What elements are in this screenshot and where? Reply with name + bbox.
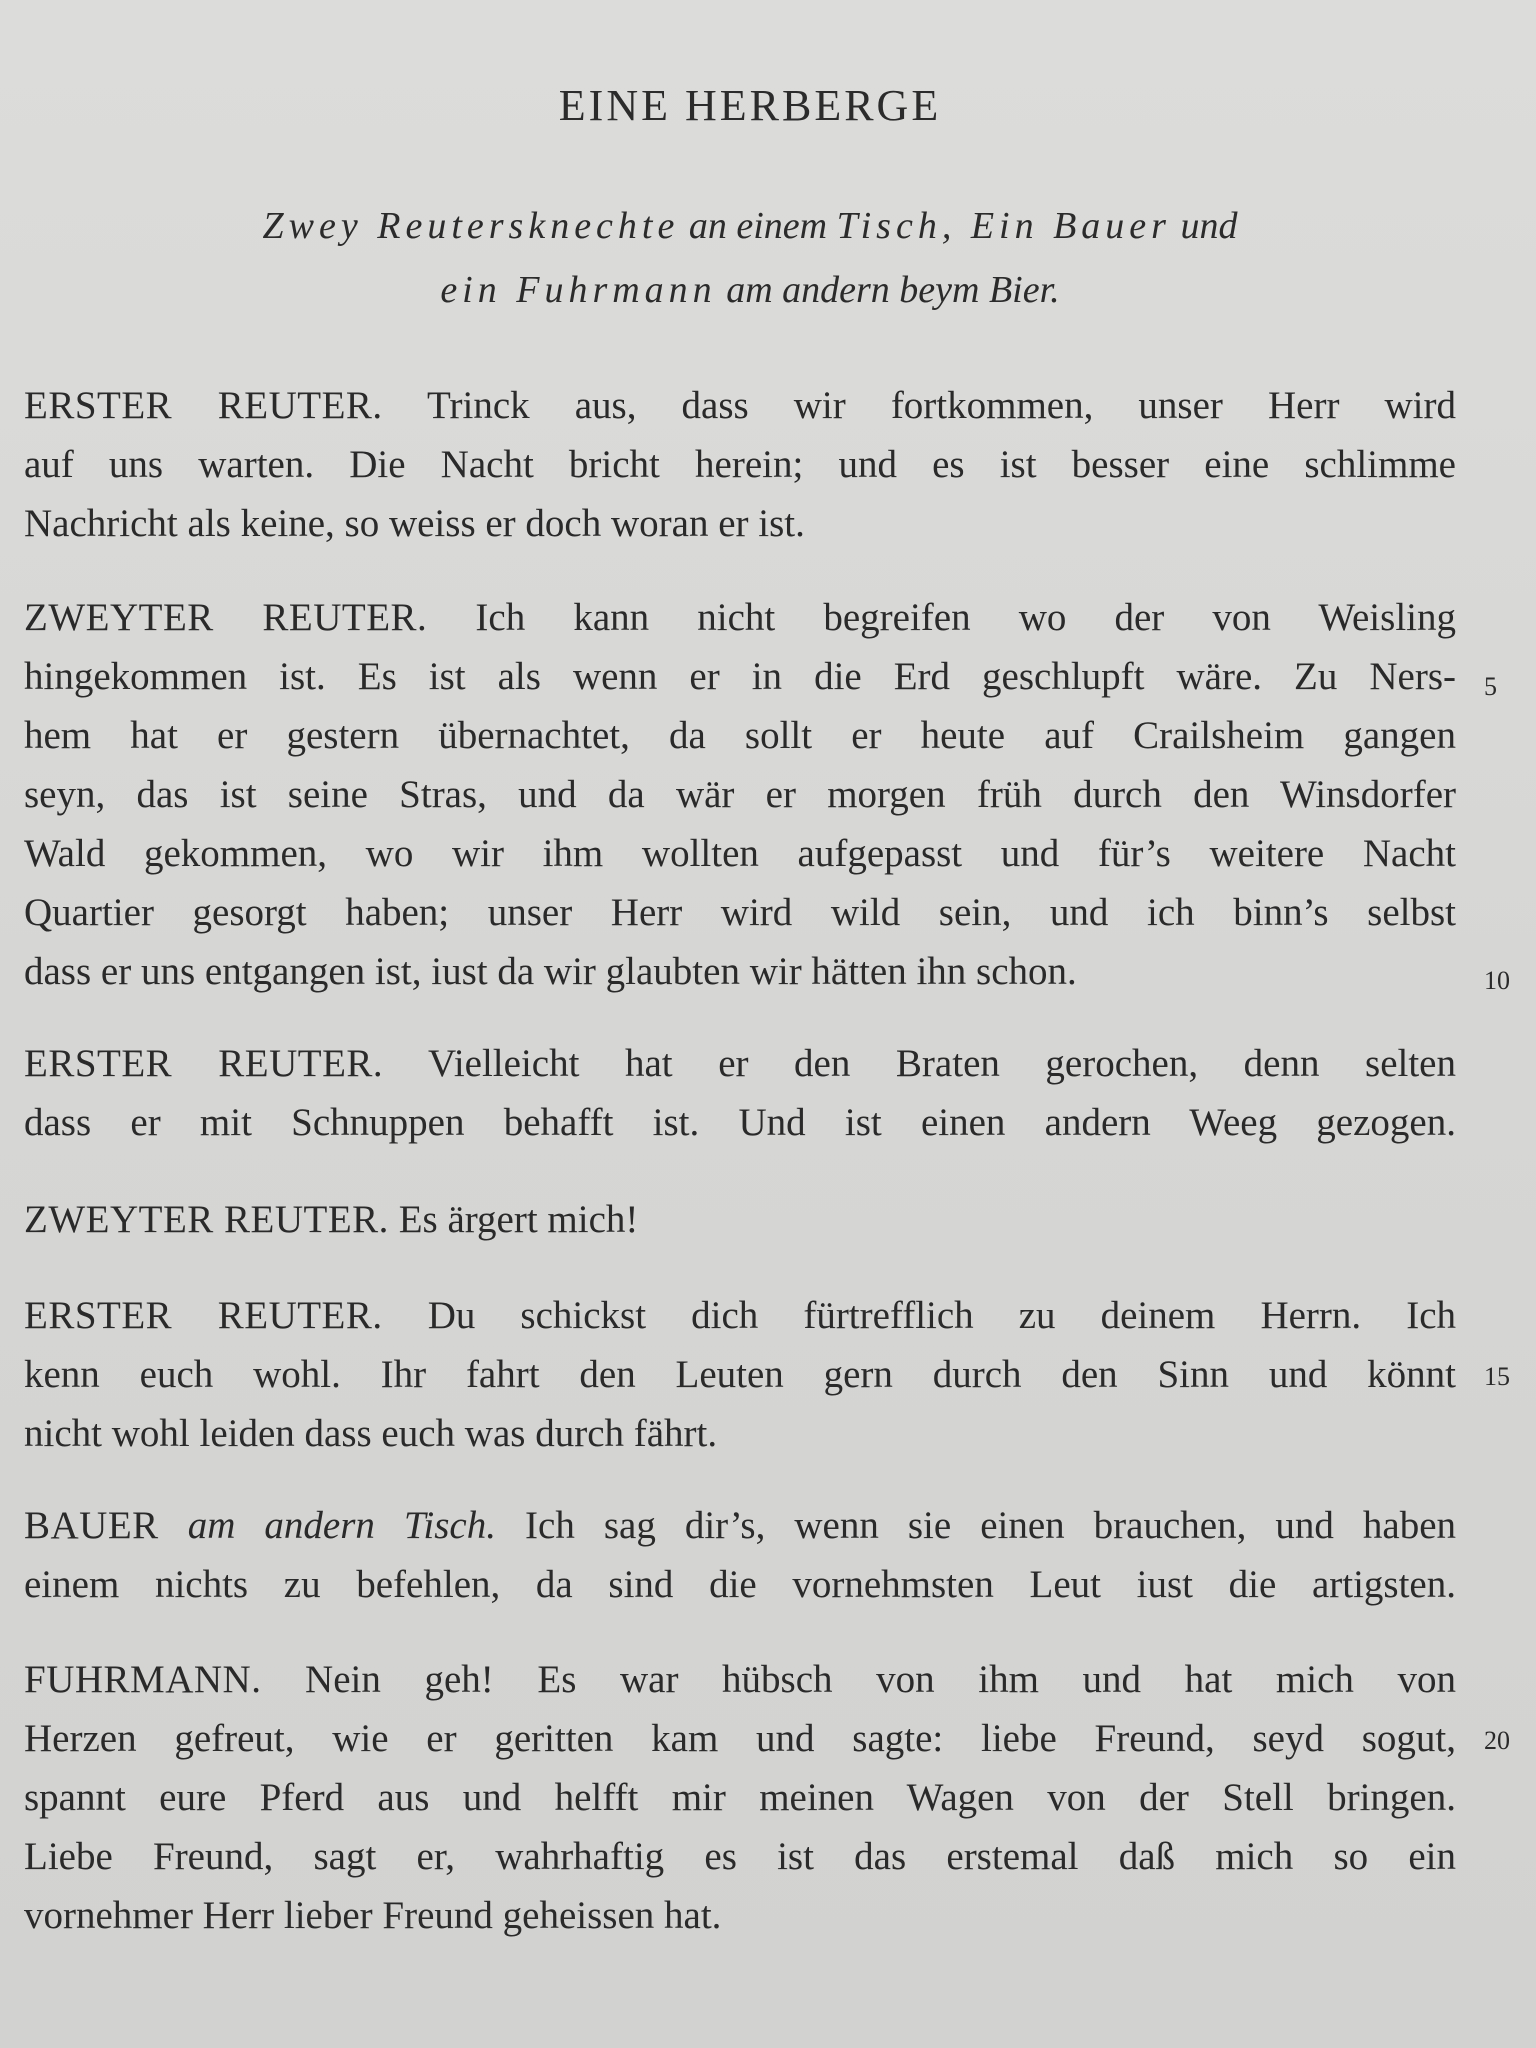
speech-line: ZWEYTER REUTER. Ich kann nicht begreifen wo der von Weisling	[24, 596, 1456, 639]
speech-bauer	[24, 1496, 1456, 1614]
speech-line: ERSTER REUTER. Vielleicht hat er den Braten gerochen, denn selten	[24, 1042, 1456, 1085]
speech-line: dass er mit Schnuppen behafft ist. Und ist einen andern Weeg gezogen.	[24, 1101, 1456, 1144]
speech-line: BAUER am andern Tisch. Ich sag dir’s, wenn sie einen brauchen, und haben	[24, 1504, 1456, 1547]
line-number: 5	[1484, 672, 1497, 701]
speech-line: einem nichts zu befehlen, da sind die vornehmsten Leut iust die artigsten.	[24, 1563, 1456, 1606]
stage-direction	[0, 194, 1500, 322]
speech-fuhrmann	[24, 1650, 1456, 1945]
speech-zweyter-reuter-1	[24, 588, 1456, 1001]
speech-line: FUHRMANN. Nein geh! Es war hübsch von ihm und hat mich von	[24, 1658, 1456, 1701]
speech-line: Wald gekommen, wo wir ihm wollten aufgepasst und für’s weitere Nacht	[24, 832, 1456, 875]
speech-line: hem hat er gestern übernachtet, da sollt er heute auf Crailsheim gangen	[24, 714, 1456, 757]
speech-line: seyn, das ist seine Stras, und da wär er morgen früh durch den Winsdorfer	[24, 773, 1456, 816]
speech-erster-reuter-3	[24, 1286, 1456, 1463]
speech-line: ERSTER REUTER. Du schickst dich fürtrefflich zu deinem Herrn. Ich	[24, 1294, 1456, 1337]
speech-erster-reuter-1	[24, 376, 1456, 553]
line-number: 10	[1484, 966, 1510, 995]
speaker-direction: am andern Tisch.	[158, 1504, 496, 1547]
speech-line: nicht wohl leiden dass euch was durch fährt.	[24, 1412, 718, 1455]
stage-direction-line-1: Zwey Reutersknechte an einem Tisch, Ein Bauer und	[262, 205, 1238, 247]
speaker-name: ERSTER REUTER.	[24, 1042, 384, 1085]
speaker-name: ZWEYTER REUTER.	[24, 596, 428, 639]
speech-line: Liebe Freund, sagt er, wahrhaftig es ist das erstemal daß mich so ein	[24, 1835, 1456, 1878]
speech-line: Nachricht als keine, so weiss er doch woran er ist.	[24, 502, 805, 545]
speech-line: Herzen gefreut, wie er geritten kam und sagte: liebe Freund, seyd sogut,	[24, 1717, 1456, 1760]
speaker-name: ERSTER REUTER.	[24, 1294, 383, 1337]
speech-zweyter-reuter-2	[24, 1190, 1456, 1249]
speech-line: hingekommen ist. Es ist als wenn er in die Erd geschlupft wäre. Zu Ners-	[24, 655, 1456, 698]
scene-title: EINE HERBERGE	[558, 81, 942, 130]
speaker-name: FUHRMANN.	[24, 1658, 262, 1701]
speaker-name: ZWEYTER REUTER.	[24, 1198, 389, 1241]
speaker-name: BAUER	[24, 1504, 159, 1547]
speech-line: dass er uns entgangen ist, iust da wir glaubten wir hätten ihn schon.	[24, 950, 1077, 993]
line-number: 20	[1484, 1726, 1510, 1755]
line-number: 15	[1484, 1362, 1510, 1391]
speaker-name: ERSTER REUTER.	[24, 384, 383, 427]
speech-erster-reuter-2	[24, 1034, 1456, 1152]
speech-line: vornehmer Herr lieber Freund geheissen hat.	[24, 1894, 722, 1937]
speech-line: Quartier gesorgt haben; unser Herr wird wild sein, und ich binn’s selbst	[24, 891, 1456, 934]
speech-line: ERSTER REUTER. Trinck aus, dass wir fortkommen, unser Herr wird	[24, 384, 1456, 427]
speech-line: auf uns warten. Die Nacht bricht herein; und es ist besser eine schlimme	[24, 443, 1456, 486]
speech-line: spannt eure Pferd aus und helfft mir meinen Wagen von der Stell bringen.	[24, 1776, 1456, 1819]
stage-direction-line-2: ein Fuhrmann am andern beym Bier.	[440, 269, 1060, 311]
speech-line: kenn euch wohl. Ihr fahrt den Leuten gern durch den Sinn und könnt	[24, 1353, 1456, 1396]
speech-line: ZWEYTER REUTER. Es ärgert mich!	[24, 1198, 639, 1241]
